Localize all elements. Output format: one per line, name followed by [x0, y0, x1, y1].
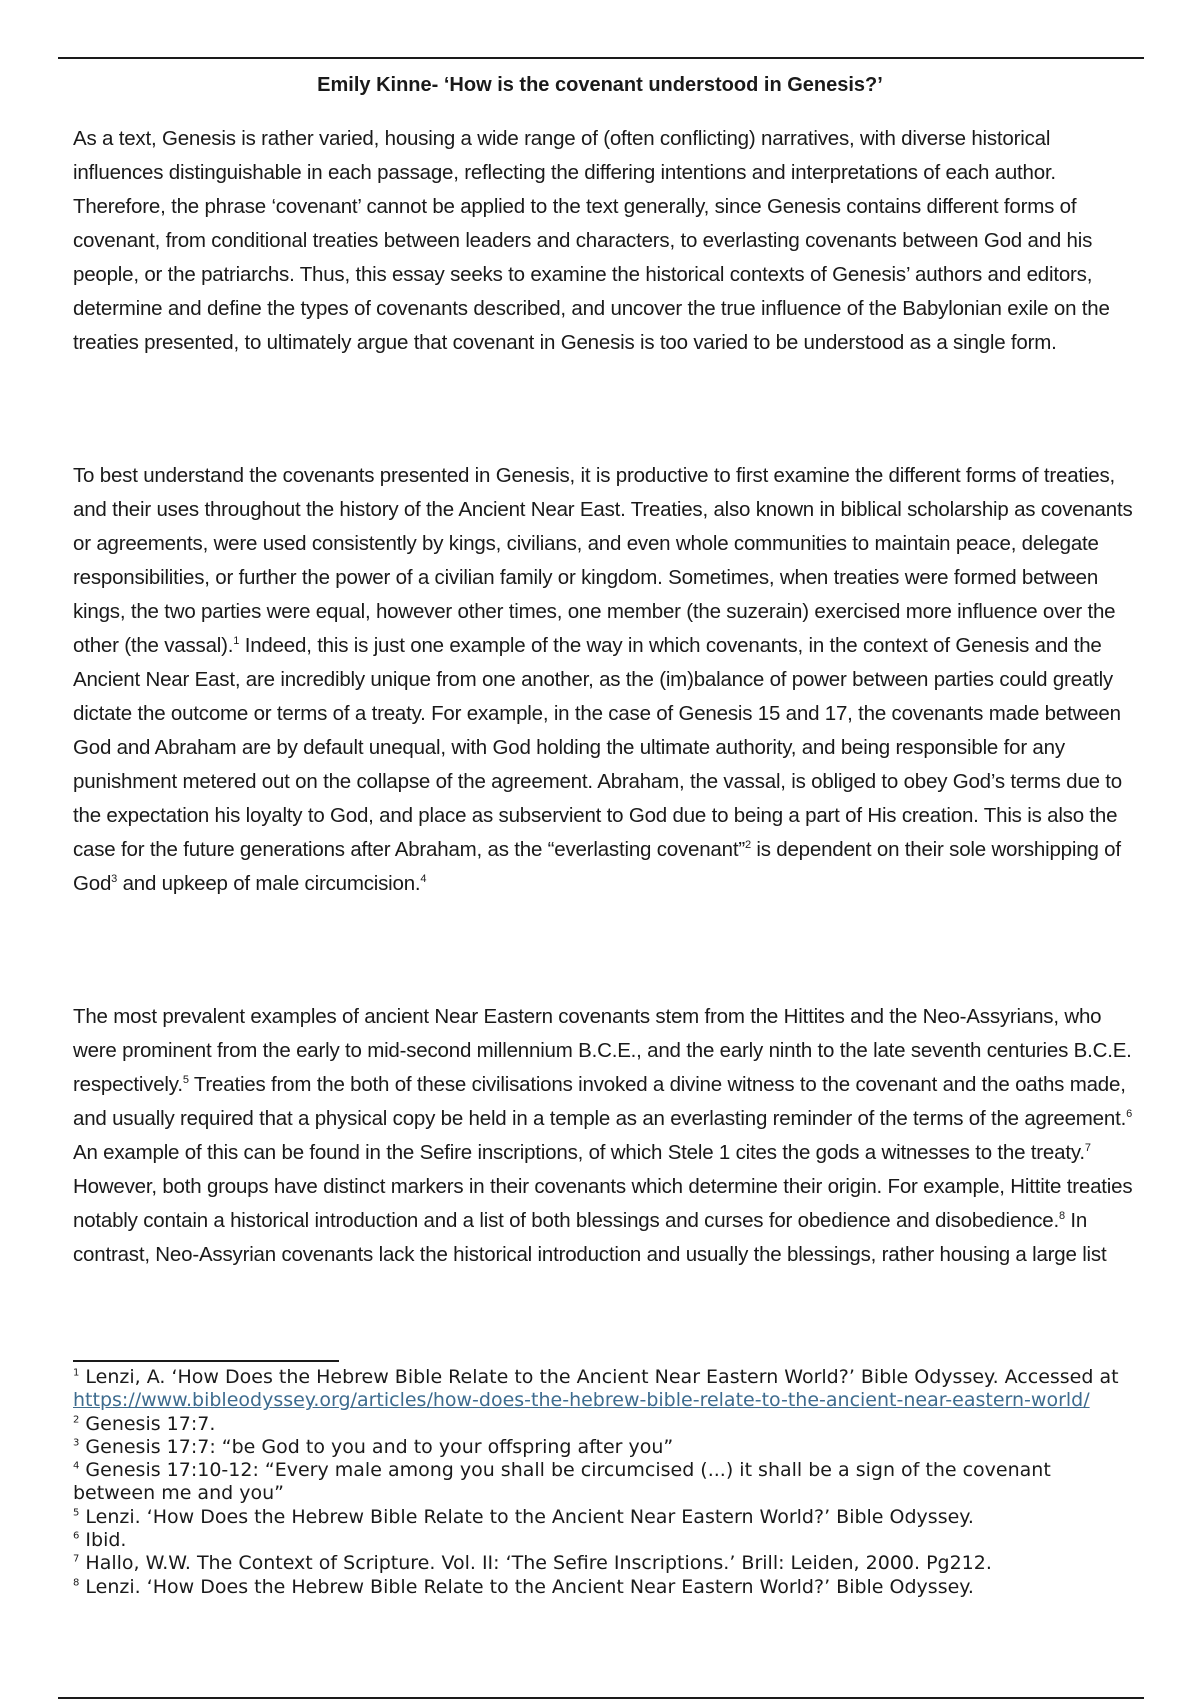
paragraph-text: The most prevalent examples of ancient Near Eastern covenants stem from the Hittites and the Neo-Assyrians, who were prominent from the early to mid-second millennium B.C.E., and the early ninth to the late seventh centuries B.C.E. respectively.	[73, 1005, 1132, 1096]
footnote-ref-8[interactable]: 8	[1058, 1210, 1065, 1223]
footnote-text: Genesis 17:7.	[79, 1412, 216, 1435]
footnote-7	[73, 1552, 1133, 1575]
footnote-number: 3	[73, 1437, 80, 1449]
footnote-separator	[73, 1360, 339, 1362]
footnote-text: Lenzi. ‘How Does the Hebrew Bible Relate to the Ancient Near Eastern World?’ Bible Odyssey.	[79, 1575, 974, 1598]
footnote-number: 4	[73, 1460, 80, 1472]
footnote-number: 6	[73, 1530, 80, 1542]
footnote-ref-3[interactable]: 3	[111, 873, 118, 886]
footnote-number: 2	[73, 1414, 80, 1426]
footnote-text: Hallo, W.W. The Context of Scripture. Vol. II: ‘The Sefire Inscriptions.’ Brill: Leiden, 2000. Pg212.	[79, 1552, 992, 1575]
paragraph-text: In contrast, Neo-Assyrian covenants lack the historical introduction and usually the blessings, rather housing a large list	[73, 1209, 1107, 1266]
paragraph-text: and upkeep of male circumcision.	[117, 872, 421, 895]
paragraph-text: Indeed, this is just one example of the way in which covenants, in the context of Genesis and the Ancient Near East, are incredibly unique from one another, as the (im)balance of power between parties could greatly dictate the outcome or terms of a treaty. For example, in the case of Genesis 15 and 17, the covenants made between God and Abraham are by default unequal, with God holding the ultimate authority, and being responsible for any punishment metered out on the collapse of the agreement. Abraham, the vassal, is obliged to obey God’s terms due to the expectation his loyalty to God, and place as subservient to God due to being a part of His creation. This is also the case for the future generations after Abraham, as the “everlasting covenant”	[73, 634, 1122, 861]
footnote-number: 5	[73, 1507, 80, 1519]
footnote-text: Lenzi. ‘How Does the Hebrew Bible Relate to the Ancient Near Eastern World?’ Bible Odyssey.	[79, 1505, 974, 1528]
header-rule	[58, 57, 1144, 59]
footnotes-list	[73, 1366, 1133, 1599]
footnote-text: Genesis 17:7: “be God to you and to your offspring after you”	[79, 1435, 674, 1458]
paragraph-text: Treaties from the both of these civilisations invoked a divine witness to the covenant and the oaths made, and usually required that a physical copy be held in a temple as an everlasting reminder of the terms of the agreement.	[73, 1073, 1127, 1130]
paragraph-text: An example of this can be found in the Sefire inscriptions, of which Stele 1 cites the gods a witnesses to the treaty.	[73, 1141, 1085, 1164]
footnote-number: 1	[73, 1367, 80, 1379]
footnote-number: 7	[73, 1554, 80, 1566]
document-title: Emily Kinne- ‘How is the covenant understood in Genesis?’	[317, 74, 883, 96]
footnote-link[interactable]: https://www.bibleodyssey.org/articles/how-does-the-hebrew-bible-relate-to-the-ancient-near-eastern-world/	[73, 1389, 1090, 1412]
paragraph-treaty-forms	[73, 459, 1135, 901]
footnote-text: Ibid.	[79, 1529, 127, 1552]
footnote-text: Lenzi, A. ‘How Does the Hebrew Bible Relate to the Ancient Near Eastern World?’ Bible Odyssey. Accessed at	[79, 1366, 1119, 1388]
footnote-3	[73, 1436, 1133, 1459]
footnote-8	[73, 1576, 1133, 1599]
footnote-text: Genesis 17:10-12: “Every male among you shall be circumcised (...) it shall be a sign of the covenant between me and you”	[73, 1459, 1051, 1505]
paragraph-hittite-assyrian	[73, 1000, 1135, 1272]
footnote-number: 8	[73, 1577, 80, 1589]
footnote-ref-4[interactable]: 4	[420, 873, 427, 886]
footnote-ref-7[interactable]: 7	[1084, 1142, 1091, 1155]
footnote-ref-2[interactable]: 2	[744, 839, 751, 852]
footnote-5	[73, 1506, 1133, 1529]
paragraph-text: To best understand the covenants presented in Genesis, it is productive to first examine the different forms of treaties, and their uses throughout the history of the Ancient Near East. Treaties, also known in biblical scholarship as covenants or agreements, were used consistently by kings, civilians, and even whole communities to maintain peace, delegate responsibilities, or further the power of a civilian family or kingdom. Sometimes, when treaties were formed between kings, the two parties were equal, however other times, one member (the suzerain) exercised more influence over the other (the vassal).	[73, 464, 1133, 657]
footnote-ref-1[interactable]: 1	[233, 635, 240, 648]
footer-rule	[58, 1697, 1144, 1699]
footnote-2	[73, 1413, 1133, 1436]
footnote-6	[73, 1529, 1133, 1552]
footnote-ref-5[interactable]: 5	[182, 1074, 189, 1087]
paragraph-text: However, both groups have distinct markers in their covenants which determine their origin. For example, Hittite treaties notably contain a historical introduction and a list of both blessings and curses for obedience and disobedience.	[73, 1175, 1133, 1232]
footnote-1	[73, 1366, 1133, 1413]
paragraph-text: is dependent on their sole worshipping of God	[73, 838, 1121, 895]
paragraph-intro: As a text, Genesis is rather varied, housing a wide range of (often conflicting) narratives, with diverse historical influences distinguishable in each passage, reflecting the differing intentions and interpretations of each author. Therefore, the phrase ‘covenant’ cannot be applied to the text generally, since Genesis contains different forms of covenant, from conditional treaties between leaders and characters, to everlasting covenants between God and his people, or the patriarchs. Thus, this essay seeks to examine the historical contexts of Genesis’ authors and editors, determine and define the types of covenants described, and uncover the true influence of the Babylonian exile on the treaties presented, to ultimately argue that covenant in Genesis is too varied to be understood as a single form.	[73, 127, 1110, 354]
footnote-ref-6[interactable]: 6	[1126, 1108, 1132, 1121]
footnote-4	[73, 1459, 1133, 1506]
